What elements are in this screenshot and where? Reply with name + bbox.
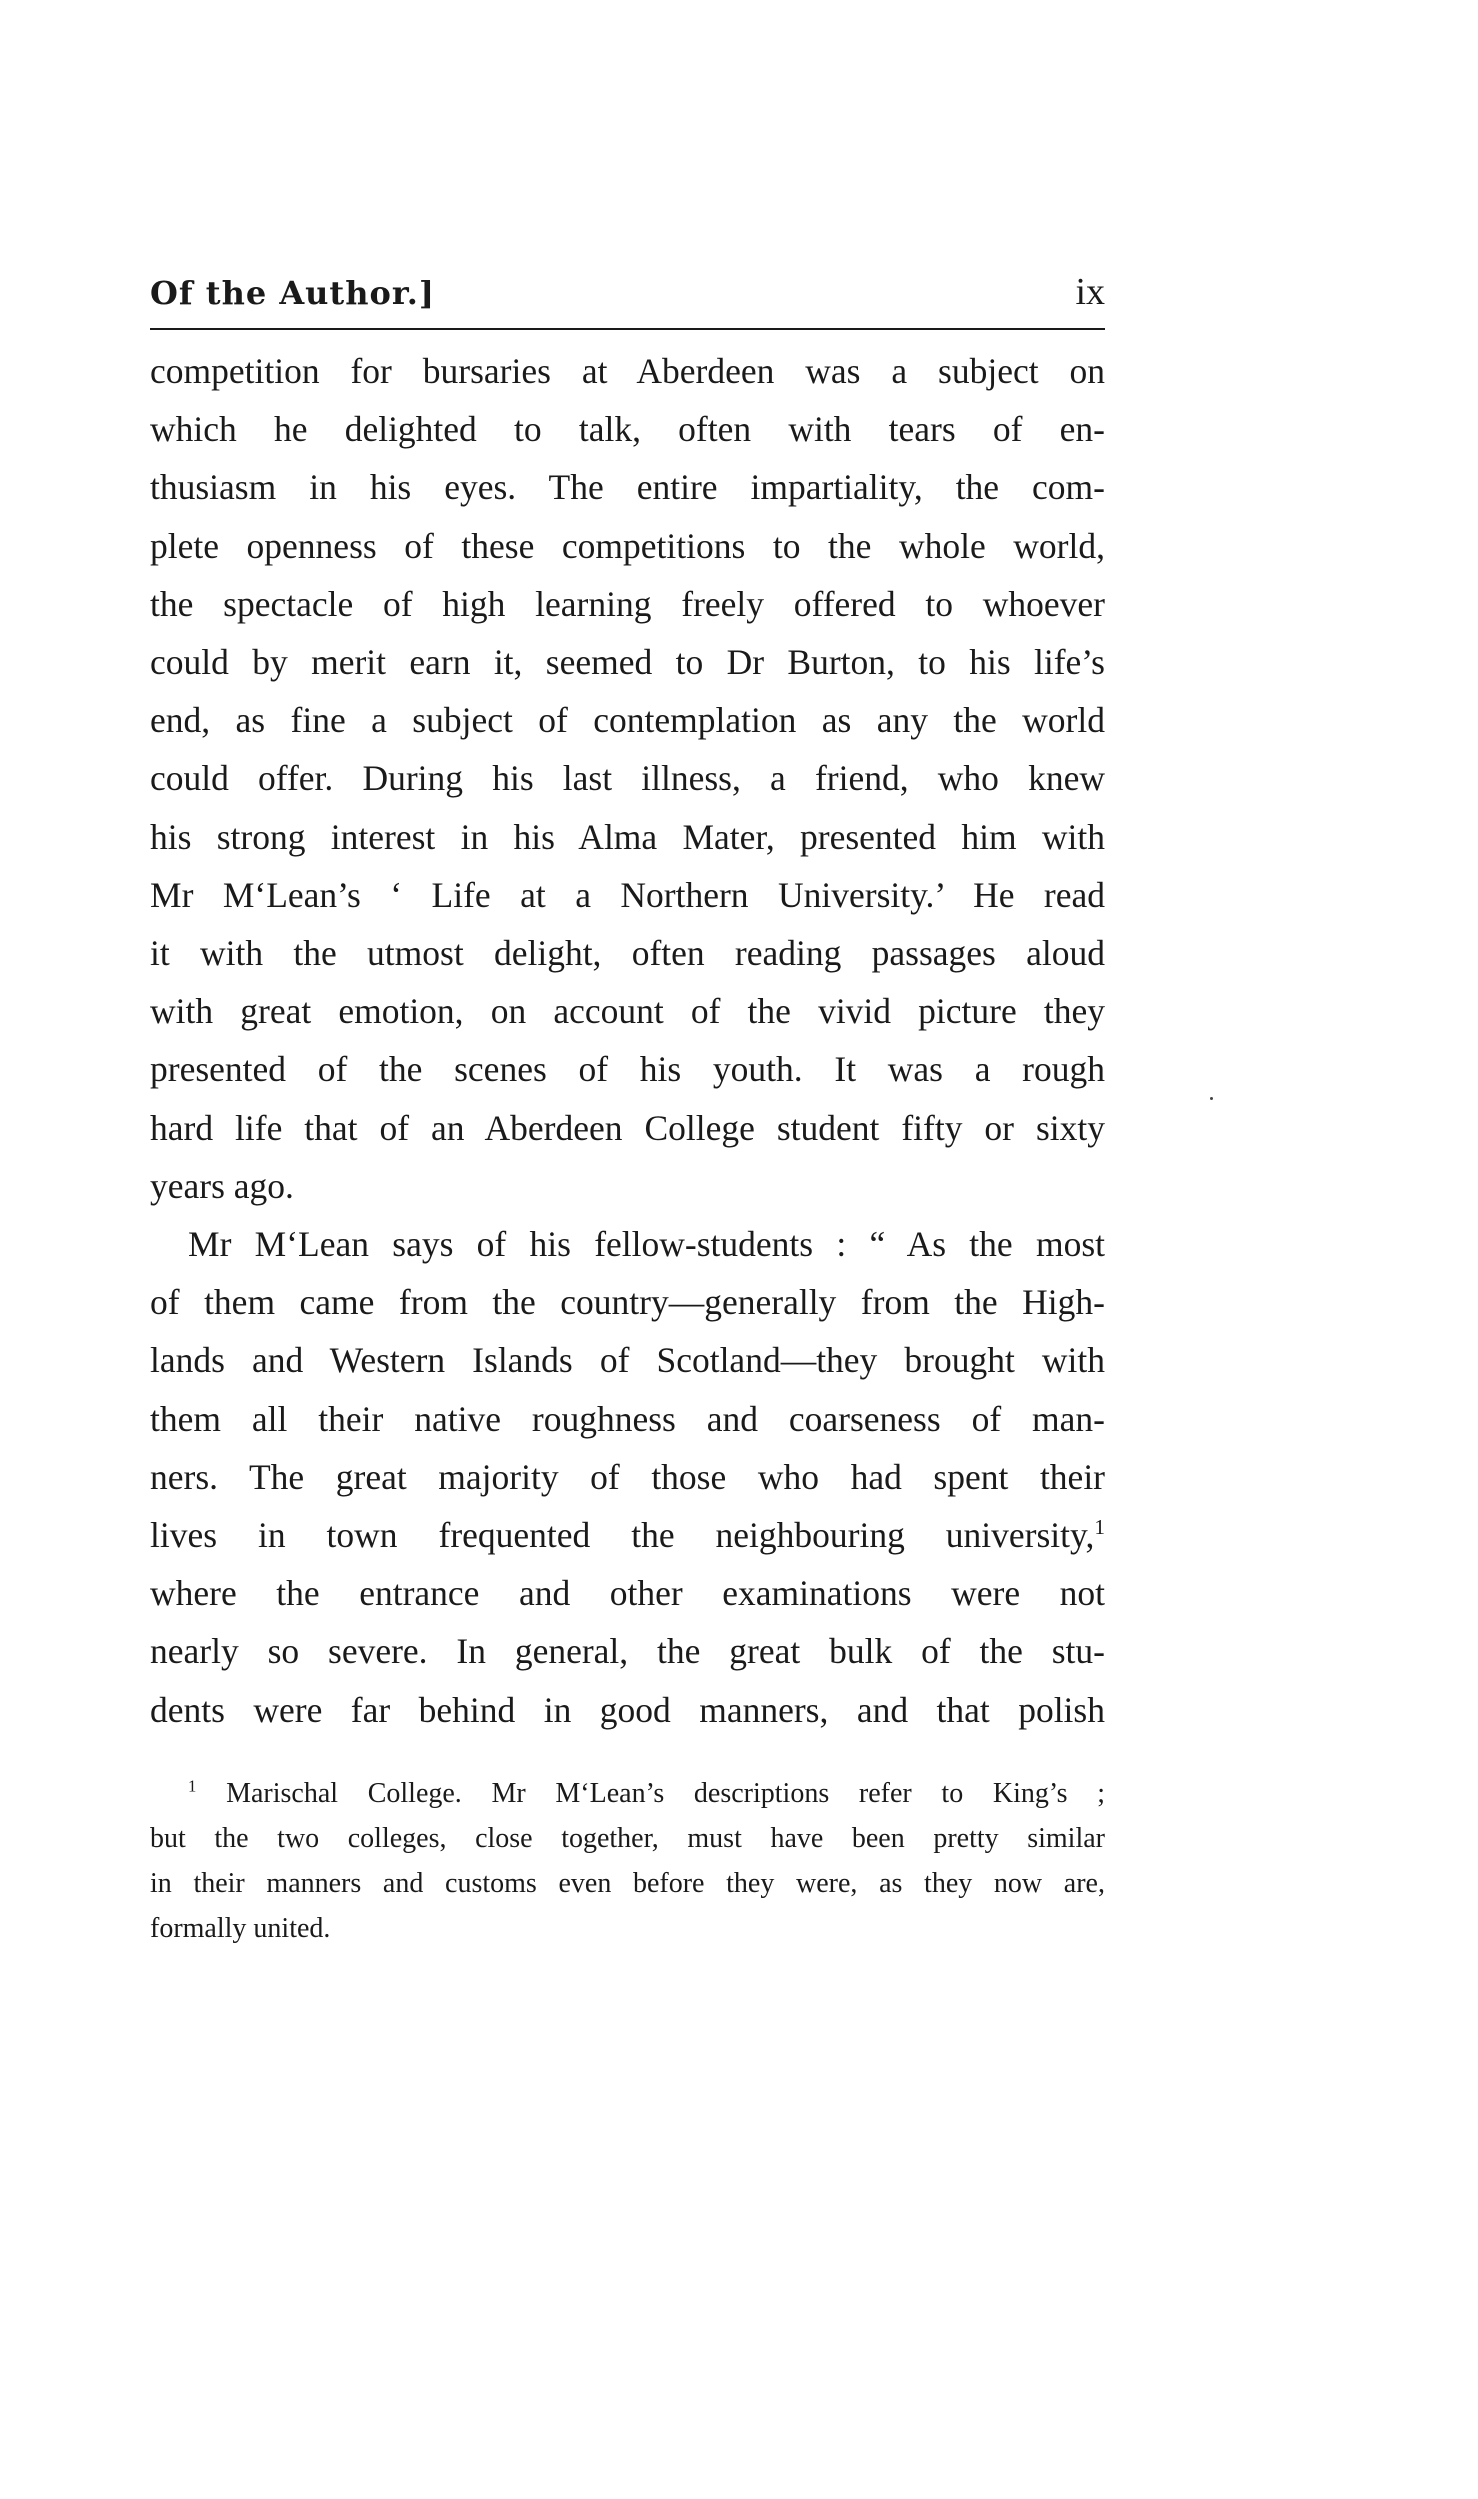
text-line-12: with great emotion, on account of the vivid picture they bbox=[150, 991, 1105, 1032]
page-number: ix bbox=[1075, 271, 1105, 313]
text-line-24: dents were far behind in good manners, and that polish bbox=[150, 1689, 1105, 1730]
text-line-19: them all their native roughness and coarseness of man- bbox=[150, 1398, 1105, 1439]
footnote-marker: 1 bbox=[188, 1776, 197, 1796]
footnote-reference[interactable]: 1 bbox=[1094, 1515, 1105, 1540]
text-line-20: ners. The great majority of those who had spent their bbox=[150, 1456, 1105, 1497]
running-title: Of the Author.] bbox=[150, 274, 436, 312]
text-line-3: thusiasm in his eyes. The entire impartiality, the com- bbox=[150, 467, 1105, 508]
text-line-14: hard life that of an Aberdeen College student fifty or sixty bbox=[150, 1107, 1105, 1148]
text-line-7: end, as fine a subject of contemplation as any the world bbox=[150, 700, 1105, 741]
book-page bbox=[150, 270, 1105, 1951]
text-line-18: lands and Western Islands of Scotland—they brought with bbox=[150, 1340, 1105, 1381]
footnote-line-4: formally united. bbox=[150, 1912, 331, 1944]
footnote-line-1 bbox=[150, 1771, 1105, 1816]
text-line-22: where the entrance and other examinations were not bbox=[150, 1573, 1105, 1614]
footnote-line-2: but the two colleges, close together, must have been pretty similar bbox=[150, 1822, 1105, 1854]
footnote-line-3: in their manners and customs even before they were, as they now are, bbox=[150, 1867, 1105, 1899]
text-line-21 bbox=[150, 1506, 1105, 1564]
text-line-9: his strong interest in his Alma Mater, presented him with bbox=[150, 816, 1105, 857]
running-head bbox=[150, 270, 1105, 330]
text-line-1: competition for bursaries at Aberdeen was a subject on bbox=[150, 351, 1105, 391]
footnote-line-1-text: Marischal College. Mr M‘Lean’s descriptions refer to King’s ; bbox=[226, 1777, 1106, 1809]
text-line-8: could offer. During his last illness, a friend, who knew bbox=[150, 758, 1105, 799]
text-line-11: it with the utmost delight, often reading passages aloud bbox=[150, 933, 1105, 974]
text-line-10: Mr M‘Lean’s ‘ Life at a Northern University.’ He read bbox=[150, 874, 1105, 915]
scan-speck bbox=[1210, 1097, 1213, 1100]
footnote bbox=[150, 1771, 1105, 1951]
text-line-21-text: lives in town frequented the neighbouring university, bbox=[150, 1515, 1095, 1556]
text-line-17: of them came from the country—generally from the High- bbox=[150, 1282, 1105, 1323]
text-line-13: presented of the scenes of his youth. It was a rough bbox=[150, 1049, 1105, 1090]
body-text bbox=[150, 342, 1105, 1739]
text-line-4: plete openness of these competitions to the whole world, bbox=[150, 525, 1105, 566]
text-line-15: years ago. bbox=[150, 1165, 294, 1206]
text-line-16: Mr M‘Lean says of his fellow-students : “ As the most bbox=[188, 1224, 1105, 1265]
text-line-2: which he delighted to talk, often with tears of en- bbox=[150, 409, 1105, 450]
text-line-6: could by merit earn it, seemed to Dr Burton, to his life’s bbox=[150, 642, 1105, 683]
text-line-5: the spectacle of high learning freely offered to whoever bbox=[150, 583, 1105, 624]
text-line-23: nearly so severe. In general, the great bulk of the stu- bbox=[150, 1631, 1105, 1672]
